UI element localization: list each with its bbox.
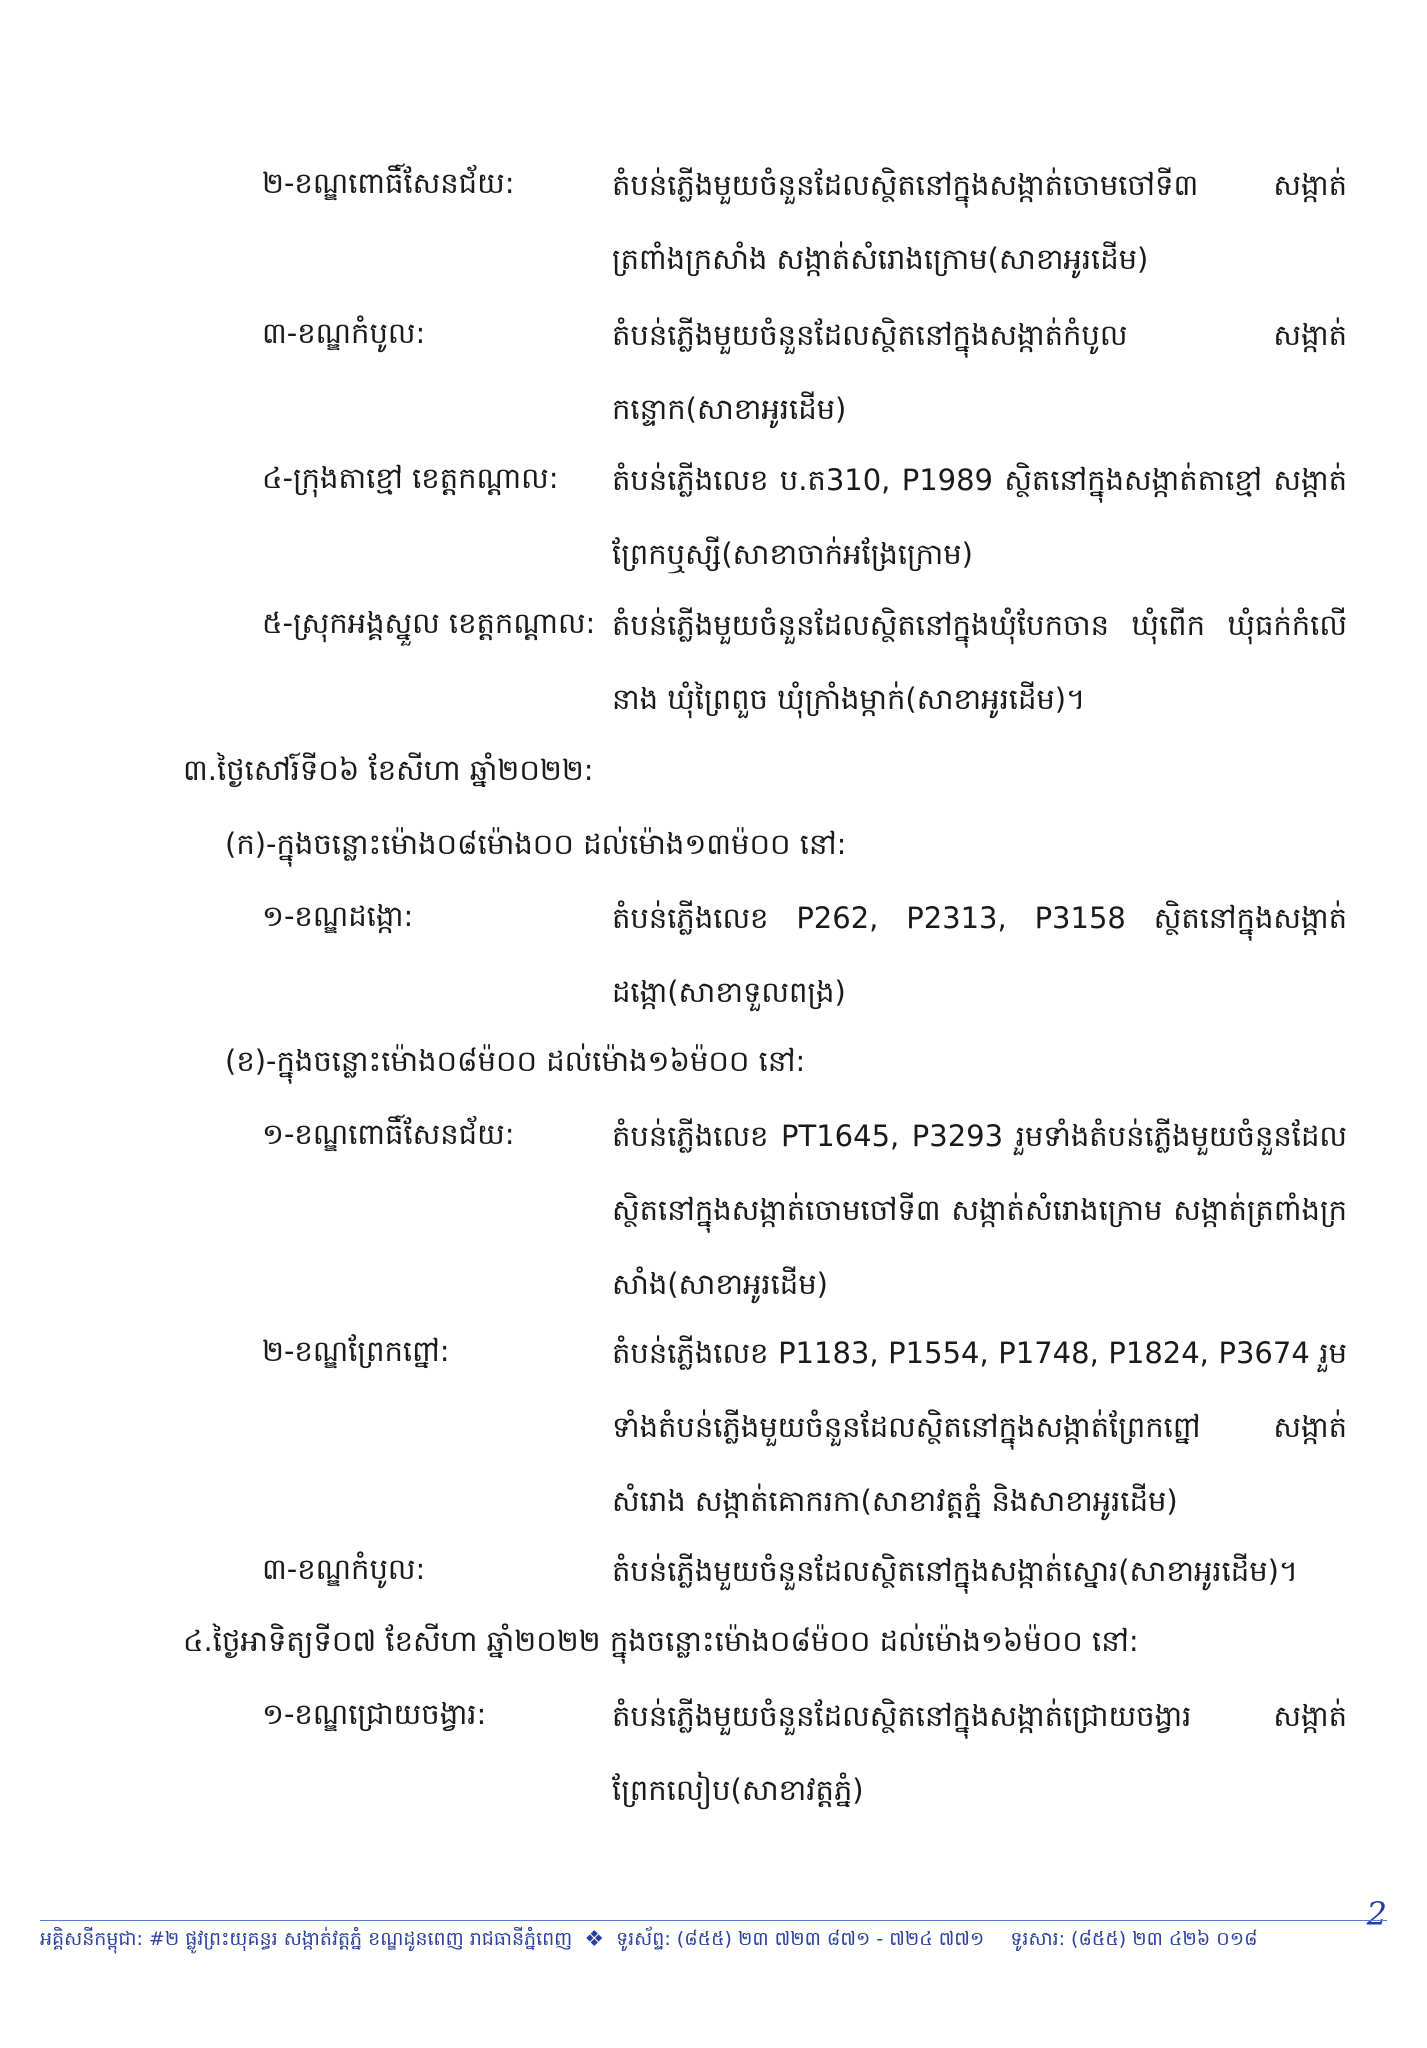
subsection-heading: (ក)-ក្នុងចន្លោះម៉ោង០៨ម៉ោង០០ ដល់ម៉ោង១៣ម៉០០ នៅ: xyxy=(225,827,847,861)
section-heading: ៤.ថ្ងៃអាទិត្យទី០៧ ខែសីហា ឆ្នាំ២០២២ ក្នុងចន្លោះម៉ោង០៨ម៉០០ ដល់ម៉ោង១៦ម៉០០ នៅ: xyxy=(183,1624,1139,1658)
item-description: តំបន់ភ្លើងលេខ ប.ត310, P1989 ស្ថិតនៅក្នុងសង្កាត់តាខ្មៅ សង្កាត់ព្រែកឬស្សី(សាខាចាក់អង្រែក្រោម) xyxy=(612,463,1347,571)
list-item xyxy=(612,443,1347,591)
item-description: តំបន់ភ្លើងមួយចំនួនដែលស្ថិតនៅក្នុងសង្កាត់ស្នោរ(សាខាអូរដើម)។ xyxy=(612,1554,1299,1588)
list-item xyxy=(612,1679,1347,1827)
footer-phone: ទូរស័ព្ទ: (៨៥៥) ២៣ ៧២៣ ៨៧១ - ៧២៤ ៧៧១ xyxy=(616,1928,985,1950)
list-item xyxy=(612,298,1347,446)
page-number-mark: 2 xyxy=(1366,1895,1387,1933)
item-label: ១-ខណ្ឌដង្កោ: xyxy=(262,899,414,933)
list-item xyxy=(262,1332,449,1370)
list-item xyxy=(262,897,413,935)
footer-fax: ទូរសារ: (៨៥៥) ២៣ ៤២៦ ០១៨ xyxy=(1010,1928,1258,1950)
item-description: តំបន់ភ្លើងមួយចំនួនដែលស្ថិតនៅក្នុងសង្កាត់ចោមចៅទី៣ សង្កាត់ត្រពាំងក្រសាំង សង្កាត់សំរោងក្រោម(សាខាអូរដើម) xyxy=(612,168,1347,276)
footer xyxy=(40,1920,1387,1981)
item-description: តំបន់ភ្លើងមួយចំនួនដែលស្ថិតនៅក្នុងសង្កាត់កំបូល សង្កាត់កន្ទោក(សាខាអូរដើម) xyxy=(612,318,1347,426)
item-description: តំបន់ភ្លើងលេខ PT1645, P3293 រួមទាំងតំបន់ភ្លើងមួយចំនួនដែលស្ថិតនៅក្នុងសង្កាត់ចោមចៅទី៣ សង្កាត់សំរោងក្រោម សង្កាត់ត្រពាំងក្រសាំង(សាខាអូរដើម) xyxy=(612,1119,1347,1301)
list-item xyxy=(262,604,595,642)
list-item xyxy=(262,1550,425,1588)
item-label: ២-ខណ្ឌពោធិ៍សែនជ័យ: xyxy=(262,166,515,200)
section-heading: ៣.ថ្ងៃសៅរ៍ទី០៦ ខែសីហា ឆ្នាំ២០២២: xyxy=(183,753,594,787)
list-item xyxy=(262,314,425,352)
item-description: តំបន់ភ្លើងលេខ P262, P2313, P3158 ស្ថិតនៅក្នុងសង្កាត់ដង្កោ(សាខាទួលពង្រ) xyxy=(612,901,1347,1009)
list-item xyxy=(612,1534,1347,1608)
list-item xyxy=(612,881,1347,1029)
item-description: តំបន់ភ្លើងមួយចំនួនដែលស្ថិតនៅក្នុងឃុំបែកចាន ឃុំពើក ឃុំធក់កំលើនាង ឃុំព្រៃពួច ឃុំក្រាំងម្កាក់(សាខាអូរដើម)។ xyxy=(612,608,1347,716)
item-label: ១-ខណ្ឌពោធិ៍សែនជ័យ: xyxy=(262,1117,515,1151)
item-label: ៥-ស្រុកអង្គស្នួល ខេត្តកណ្ដាល: xyxy=(262,606,596,640)
list-item xyxy=(262,1115,514,1153)
item-label: ៤-ក្រុងតាខ្មៅ ខេត្តកណ្ដាល: xyxy=(262,461,559,495)
item-description: តំបន់ភ្លើងមួយចំនួនដែលស្ថិតនៅក្នុងសង្កាត់ជ្រោយចង្វារ សង្កាត់ព្រែកលៀប(សាខាវត្តភ្នំ) xyxy=(612,1699,1347,1807)
list-item xyxy=(262,1695,486,1733)
item-label: ៣-ខណ្ឌកំបូល: xyxy=(262,316,426,350)
item-label: ១-ខណ្ឌជ្រោយចង្វារ: xyxy=(262,1697,487,1731)
list-item xyxy=(612,148,1347,296)
list-item xyxy=(612,588,1347,736)
list-item xyxy=(262,459,559,497)
item-description: តំបន់ភ្លើងលេខ P1183, P1554, P1748, P1824, P3674 រួមទាំងតំបន់ភ្លើងមួយចំនួនដែលស្ថិតនៅក្នុងសង្កាត់ព្រែកព្នៅ សង្កាត់សំរោង សង្កាត់គោករកា(សាខាវត្តភ្នំ និងសាខាអូរដើម) xyxy=(612,1336,1347,1518)
item-label: ៣-ខណ្ឌកំបូល: xyxy=(262,1552,426,1586)
list-item xyxy=(612,1316,1347,1538)
phone-icon: ❖ xyxy=(584,1926,605,1952)
subsection-heading: (ខ)-ក្នុងចន្លោះម៉ោង០៨ម៉០០ ដល់ម៉ោង១៦ម៉០០ នៅ: xyxy=(225,1044,806,1078)
list-item xyxy=(262,164,610,202)
footer-address: អគ្គិសនីកម្ពុជា: #២ ផ្លូវព្រះយុគន្ធរ សង្កាត់វត្តភ្នំ ខណ្ឌដូនពេញ រាជធានីភ្នំពេញ xyxy=(40,1928,573,1950)
list-item xyxy=(612,1099,1347,1321)
item-label: ២-ខណ្ឌព្រែកព្នៅ: xyxy=(262,1334,450,1368)
